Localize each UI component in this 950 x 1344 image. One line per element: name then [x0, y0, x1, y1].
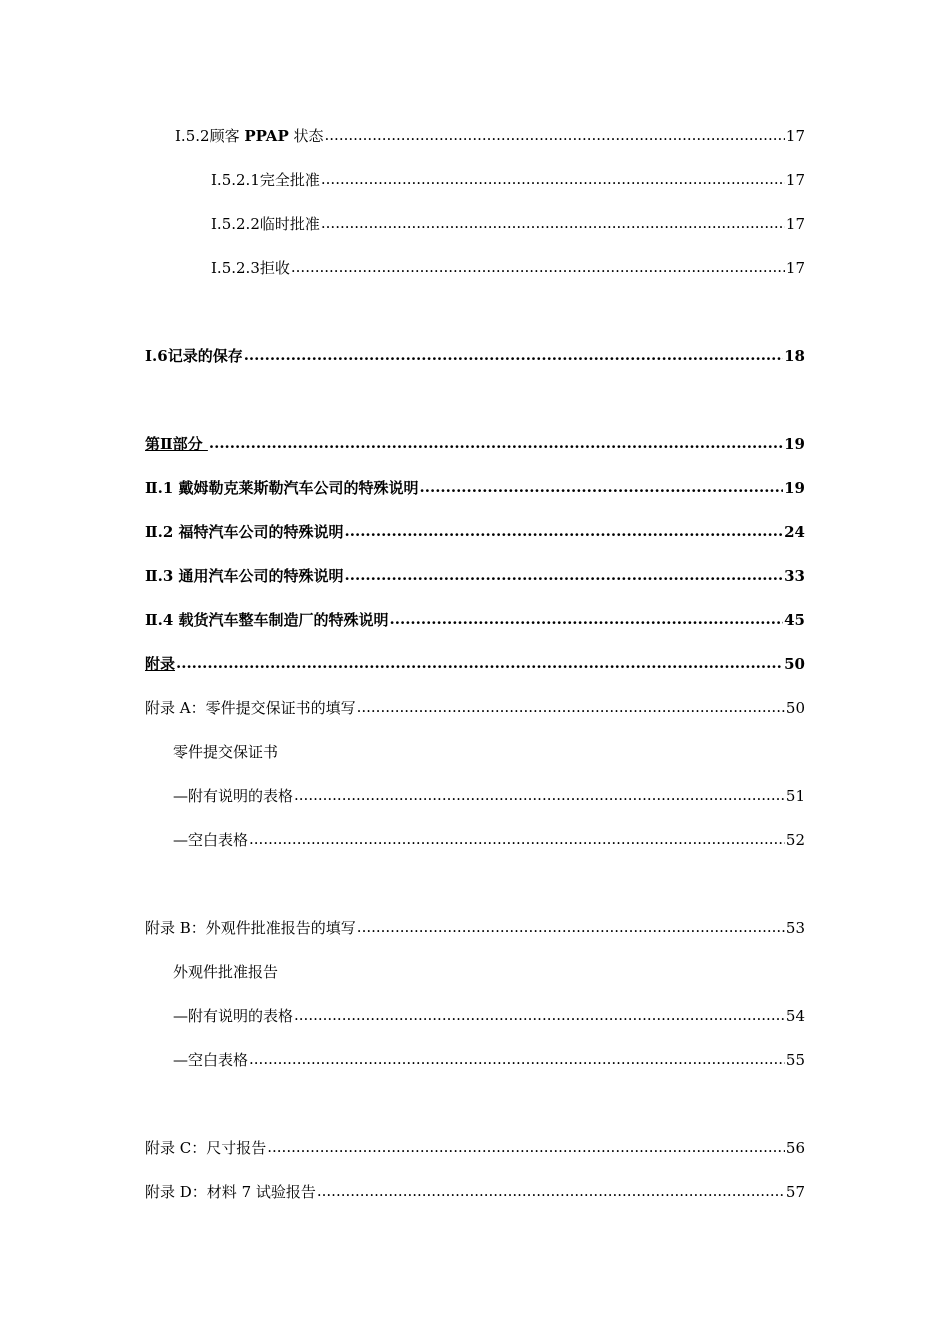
toc-label: 记录的保存 [167, 347, 243, 365]
toc-page-number: 18 [784, 347, 805, 365]
toc-page-number: 33 [784, 567, 805, 585]
toc-page-number: 17 [785, 215, 805, 233]
toc-entry-ii-2[interactable] [145, 522, 805, 542]
toc-entry-appendix-a-blank[interactable] [173, 830, 805, 850]
toc-page-number: 52 [785, 831, 805, 849]
toc-page-number: 50 [785, 699, 805, 717]
toc-page-number: 57 [785, 1183, 805, 1201]
toc-label: —空白表格 [173, 831, 249, 849]
leader-dots [249, 1049, 785, 1069]
toc-label: 拒收 [259, 259, 290, 277]
toc-label: Ⅱ.1 戴姆勒克莱斯勒汽车公司的特殊说明 [145, 479, 419, 497]
toc-entry-i-5-2-3[interactable] [211, 258, 805, 278]
toc-label: 附录 [145, 655, 176, 673]
toc-label: 附录 B：外观件批准报告的填写 [145, 919, 356, 937]
toc-entry-appendix-a[interactable] [145, 698, 805, 718]
leader-dots [321, 213, 785, 233]
toc-entry-appendix-b-annotated[interactable] [173, 1006, 805, 1026]
leader-dots [357, 917, 785, 937]
toc-entry-i-5-2-2[interactable] [211, 214, 805, 234]
toc-entry-appendix-a-annotated[interactable] [173, 786, 805, 806]
toc-label: —空白表格 [173, 1051, 249, 1069]
toc-label: 外观件批准报告 [173, 963, 279, 981]
toc-page-number: 53 [785, 919, 805, 937]
toc-page-number: 19 [784, 479, 805, 497]
toc-entry-appendix-b-blank[interactable] [173, 1050, 805, 1070]
toc-entry-ii-3[interactable] [145, 566, 805, 586]
toc-label: 临时批准 [259, 215, 320, 233]
leader-dots [390, 609, 784, 629]
toc-page-number: 55 [785, 1051, 805, 1069]
leader-dots [294, 1005, 785, 1025]
toc-label: 附录 D：材料 7 试验报告 [145, 1183, 316, 1201]
toc-label: 顾客 PPAP 状态 [209, 127, 324, 145]
leader-dots [209, 433, 783, 453]
leader-dots [345, 565, 784, 585]
leader-dots [176, 653, 783, 673]
leader-dots [345, 521, 784, 541]
leader-dots [420, 477, 784, 497]
toc-label: 附录 C：尺寸报告 [145, 1139, 267, 1157]
toc-label: 完全批准 [259, 171, 320, 189]
toc-page-number: 17 [785, 171, 805, 189]
leader-dots [244, 345, 783, 365]
toc-page-number: 54 [785, 1007, 805, 1025]
toc-page-number: 19 [784, 435, 805, 453]
toc-entry-i-5-2-1[interactable] [211, 170, 805, 190]
toc-label: —附有说明的表格 [173, 1007, 294, 1025]
toc-entry-i-6[interactable] [145, 346, 805, 366]
toc-page-number: 17 [785, 259, 805, 277]
toc-entry-appendix-a-psw [173, 742, 278, 762]
toc-label: 第Ⅱ部分 [145, 435, 208, 453]
toc-number: Ⅰ.6 [145, 347, 168, 365]
toc-label: 零件提交保证书 [173, 743, 279, 761]
toc-entry-ii-1[interactable] [145, 478, 805, 498]
toc-label: 附录 A：零件提交保证书的填写 [145, 699, 356, 717]
toc-page-number: 24 [784, 523, 805, 541]
toc-entry-appendix-b-aar [173, 962, 278, 982]
toc-number: Ⅰ.5.2.3 [211, 259, 260, 277]
toc-page-number: 50 [784, 655, 805, 673]
toc-entry-i-5-2[interactable] [175, 126, 805, 146]
toc-page-number: 17 [785, 127, 805, 145]
toc-entry-ii-4[interactable] [145, 610, 805, 630]
toc-entry-appendix[interactable] [145, 654, 805, 674]
leader-dots [294, 785, 785, 805]
toc-entry-part-ii[interactable] [145, 434, 805, 454]
leader-dots [291, 257, 785, 277]
toc-label: Ⅱ.4 载货汽车整车制造厂的特殊说明 [145, 611, 389, 629]
toc-entry-appendix-d[interactable] [145, 1182, 805, 1202]
leader-dots [321, 169, 785, 189]
leader-dots [249, 829, 785, 849]
toc-number: Ⅰ.5.2.2 [211, 215, 260, 233]
toc-page-number: 45 [784, 611, 805, 629]
toc-page-number: 56 [785, 1139, 805, 1157]
toc-entry-appendix-b[interactable] [145, 918, 805, 938]
toc-page-number: 51 [785, 787, 805, 805]
leader-dots [325, 125, 785, 145]
toc-label: Ⅱ.2 福特汽车公司的特殊说明 [145, 523, 344, 541]
leader-dots [317, 1181, 785, 1201]
toc-label: Ⅱ.3 通用汽车公司的特殊说明 [145, 567, 344, 585]
toc-number: Ⅰ.5.2.1 [211, 171, 260, 189]
leader-dots [357, 697, 785, 717]
leader-dots [267, 1137, 785, 1157]
toc-number: Ⅰ.5.2 [175, 127, 210, 145]
toc-entry-appendix-c[interactable] [145, 1138, 805, 1158]
toc-label: —附有说明的表格 [173, 787, 294, 805]
